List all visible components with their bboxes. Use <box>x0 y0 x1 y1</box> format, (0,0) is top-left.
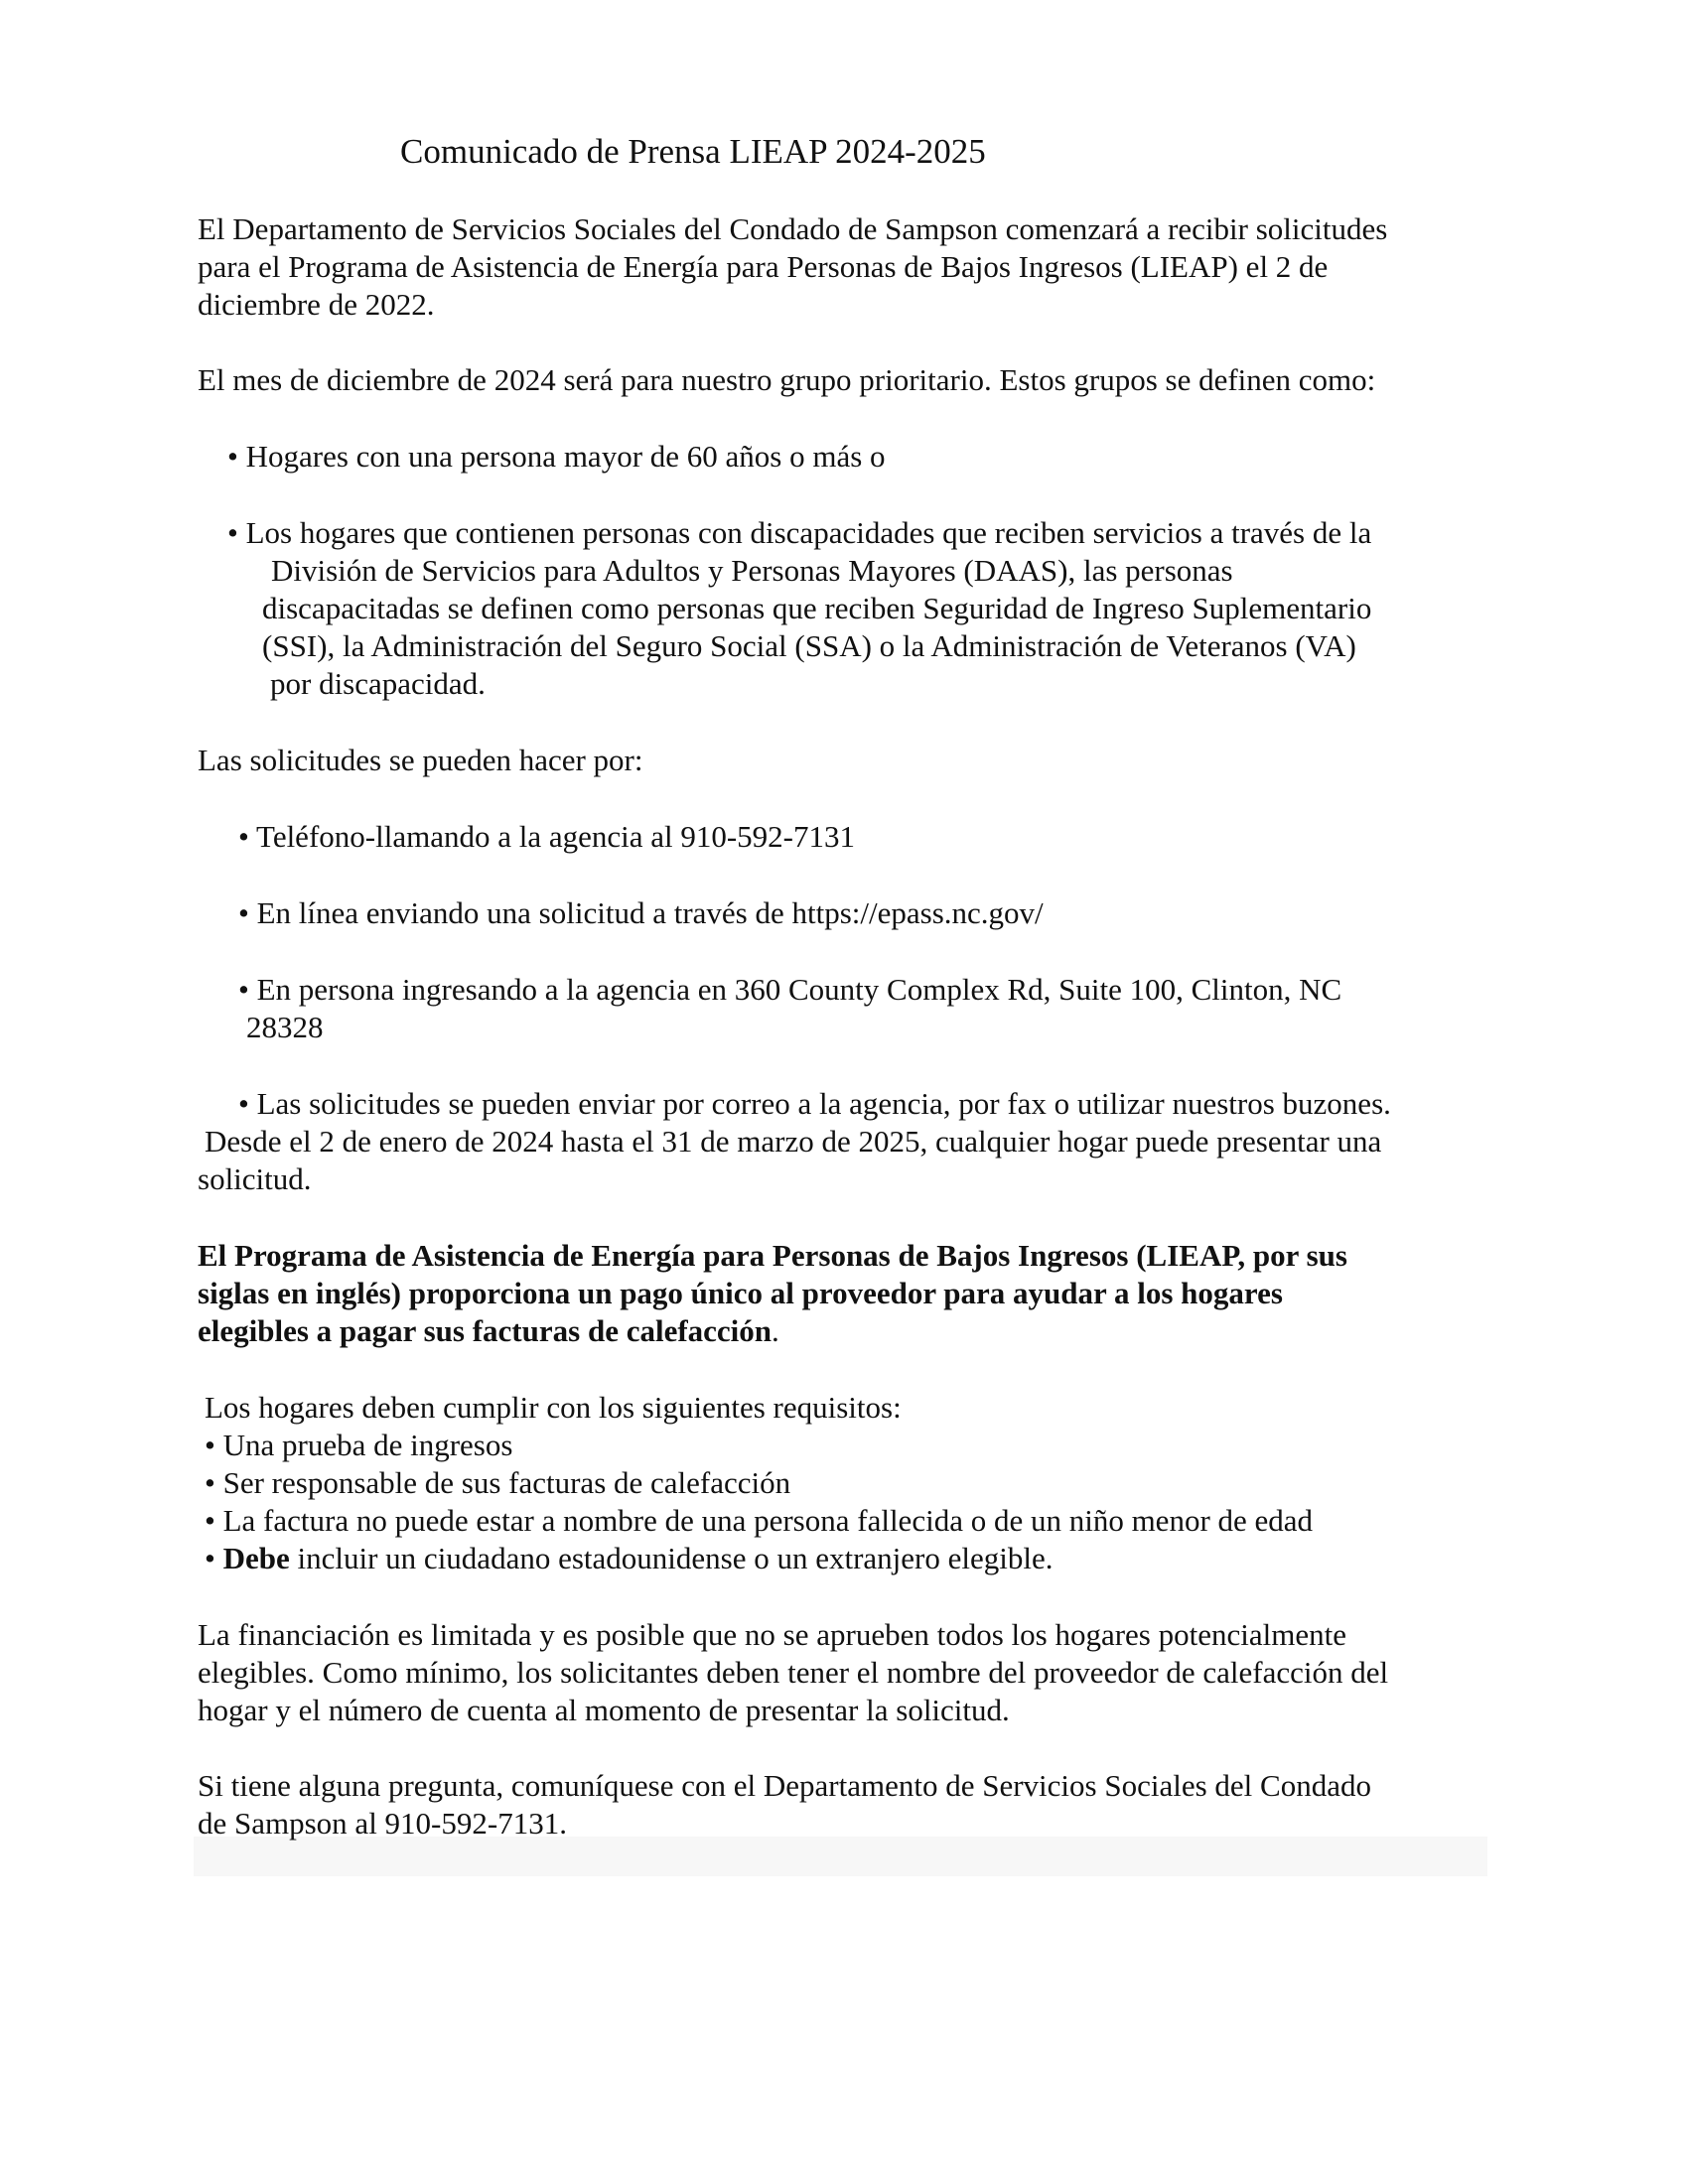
method-mail-line-1: • Las solicitudes se pueden enviar por correo a la agencia, por fax o utilizar nuestros buzones. <box>238 1086 1391 1121</box>
intro-line-3: diciembre de 2022. <box>198 287 435 322</box>
priority-bullet-1: • Hogares con una persona mayor de 60 años o más o <box>227 439 886 474</box>
requirement-item-4-bold: Debe <box>222 1541 290 1575</box>
priority-bullet-2-line-2: División de Servicios para Adultos y Personas Mayores (DAAS), las personas <box>271 553 1233 588</box>
funding-line-3: hogar y el número de cuenta al momento de presentar la solicitud. <box>198 1693 1010 1727</box>
program-line-3-period: . <box>772 1313 779 1348</box>
program-line-3-bold: elegibles a pagar sus facturas de calefacción <box>198 1313 773 1348</box>
requirement-item-4-bullet: • <box>205 1541 223 1575</box>
requirement-item-4-rest: incluir un ciudadano estadounidense o un extranjero elegible. <box>289 1541 1054 1575</box>
method-online: • En línea enviando una solicitud a través de https://epass.nc.gov/ <box>238 895 1044 930</box>
priority-bullet-2-line-3: discapacitadas se definen como personas que reciben Seguridad de Ingreso Suplementario <box>262 591 1372 625</box>
requirement-item-1: • Una prueba de ingresos <box>205 1428 513 1462</box>
method-in-person-line-1: • En persona ingresando a la agencia en 360 County Complex Rd, Suite 100, Clinton, NC <box>238 972 1342 1007</box>
method-mail-line-3: solicitud. <box>198 1161 312 1196</box>
intro-line-1: El Departamento de Servicios Sociales del Condado de Sampson comenzará a recibir solicitudes <box>198 211 1388 246</box>
program-line-3 <box>198 1312 779 1351</box>
intro-line-2: para el Programa de Asistencia de Energía para Personas de Bajos Ingresos (LIEAP) el 2 de <box>198 249 1329 284</box>
contact-line-2: de Sampson al 910-592-7131. <box>198 1806 567 1841</box>
methods-heading: Las solicitudes se pueden hacer por: <box>198 743 643 777</box>
page-title: Comunicado de Prensa LIEAP 2024-2025 <box>400 132 986 171</box>
requirement-item-4 <box>205 1540 1053 1578</box>
method-phone: • Teléfono-llamando a la agencia al 910-592-7131 <box>238 819 855 854</box>
priority-bullet-2-line-5: por discapacidad. <box>270 666 486 701</box>
priority-heading: El mes de diciembre de 2024 será para nuestro grupo prioritario. Estos grupos se definen como: <box>198 362 1376 397</box>
funding-line-2: elegibles. Como mínimo, los solicitantes deben tener el nombre del proveedor de calefacción del <box>198 1655 1389 1690</box>
requirement-item-2: • Ser responsable de sus facturas de calefacción <box>205 1465 791 1500</box>
requirements-heading: Los hogares deben cumplir con los siguientes requisitos: <box>205 1390 902 1425</box>
contact-line-1: Si tiene alguna pregunta, comuníquese con el Departamento de Servicios Sociales del Condado <box>198 1768 1371 1803</box>
priority-bullet-2-line-1: • Los hogares que contienen personas con discapacidades que reciben servicios a través de la <box>227 515 1372 550</box>
program-line-1: El Programa de Asistencia de Energía para Personas de Bajos Ingresos (LIEAP, por sus <box>198 1238 1347 1273</box>
method-mail-line-2: Desde el 2 de enero de 2024 hasta el 31 de marzo de 2025, cualquier hogar puede presentar una <box>205 1124 1382 1159</box>
requirement-item-3: • La factura no puede estar a nombre de una persona fallecida o de un niño menor de edad <box>205 1503 1314 1538</box>
funding-line-1: La financiación es limitada y es posible que no se aprueben todos los hogares potencialmente <box>198 1617 1346 1652</box>
program-line-2: siglas en inglés) proporciona un pago único al proveedor para ayudar a los hogares <box>198 1276 1283 1310</box>
method-in-person-line-2: 28328 <box>246 1010 324 1044</box>
priority-bullet-2-line-4: (SSI), la Administración del Seguro Social (SSA) o la Administración de Veteranos (VA) <box>262 628 1356 663</box>
